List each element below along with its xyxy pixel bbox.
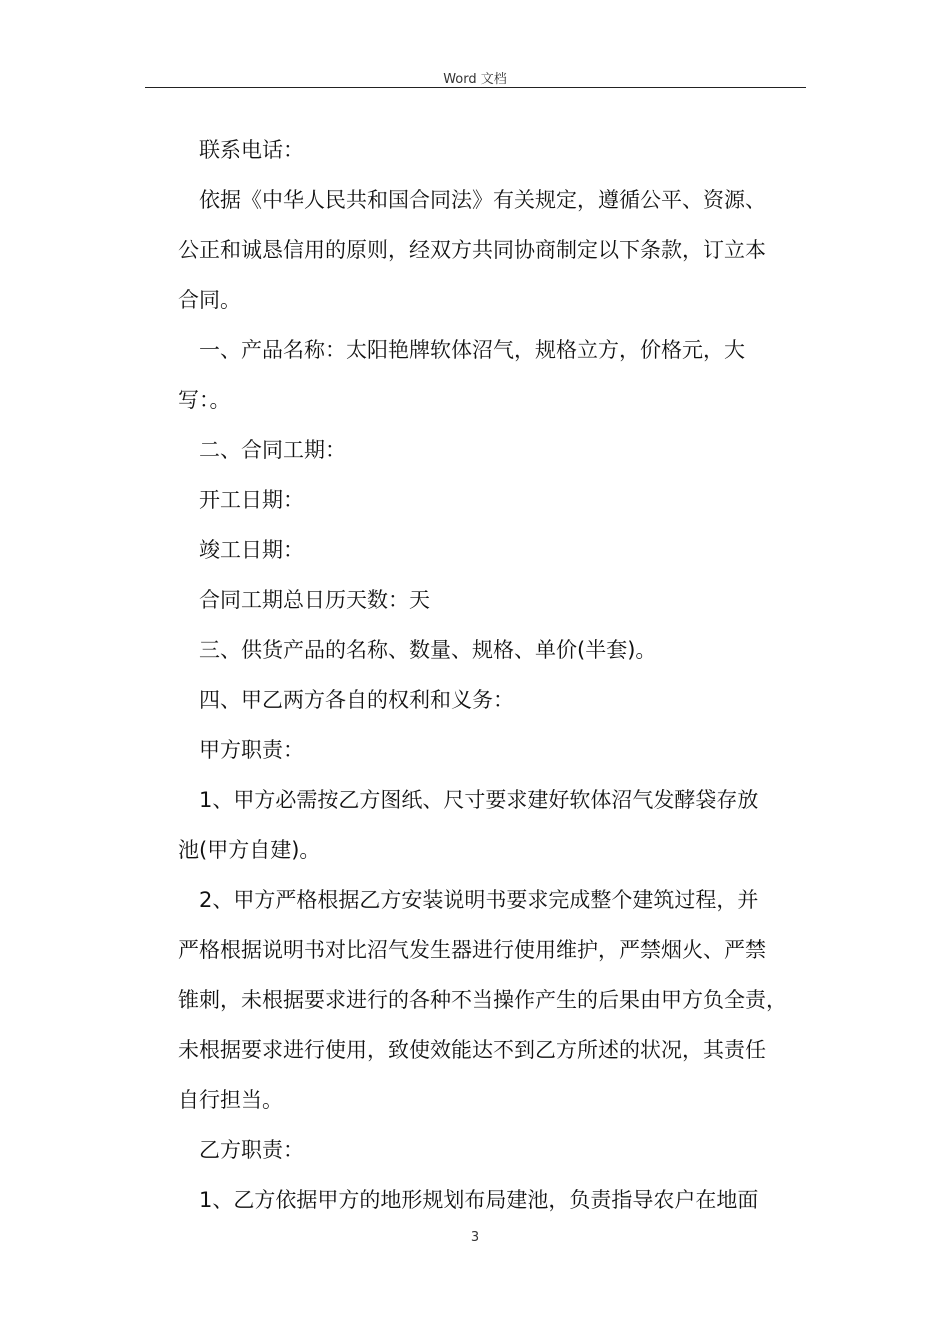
text-line: 二、合同工期： [199, 438, 346, 462]
text-line: 四、甲乙两方各自的权利和义务： [199, 688, 514, 712]
text-line: 开工日期： [199, 488, 304, 512]
text-line: 自行担当。 [178, 1088, 283, 1112]
text-line: 合同工期总日历天数：天 [199, 588, 430, 612]
text-line: 池(甲方自建)。 [178, 838, 321, 862]
document-body [178, 125, 806, 1225]
text-line: 依据《中华人民共和国合同法》有关规定，遵循公平、资源、 [199, 188, 766, 212]
text-line: 未根据要求进行使用，致使效能达不到乙方所述的状况，其责任 [178, 1038, 766, 1062]
text-line: 1、乙方依据甲方的地形规划布局建池，负责指导农户在地面 [199, 1188, 759, 1212]
text-line: 一、产品名称：太阳艳牌软体沼气，规格立方，价格元，大 [199, 338, 745, 362]
text-line: 严格根据说明书对比沼气发生器进行使用维护，严禁烟火、严禁 [178, 938, 766, 962]
header-divider [145, 87, 806, 88]
text-line: 甲方职责： [199, 738, 304, 762]
text-line: 写：。 [178, 388, 231, 412]
text-line: 公正和诚恳信用的原则，经双方共同协商制定以下条款，订立本 [178, 238, 766, 262]
text-line: 联系电话： [199, 138, 304, 162]
text-line: 竣工日期： [199, 538, 304, 562]
text-line: 锥刺，未根据要求进行的各种不当操作产生的后果由甲方负全责， [178, 988, 787, 1012]
text-line: 三、供货产品的名称、数量、规格、单价(半套)。 [199, 638, 657, 662]
page-number: 3 [470, 1230, 480, 1245]
text-line: 1、甲方必需按乙方图纸、尺寸要求建好软体沼气发酵袋存放 [199, 788, 759, 812]
text-line: 合同。 [178, 288, 241, 312]
page-header-title: Word 文档 [443, 72, 507, 87]
text-line: 乙方职责： [199, 1138, 304, 1162]
text-line: 2、甲方严格根据乙方安装说明书要求完成整个建筑过程，并 [199, 888, 759, 912]
